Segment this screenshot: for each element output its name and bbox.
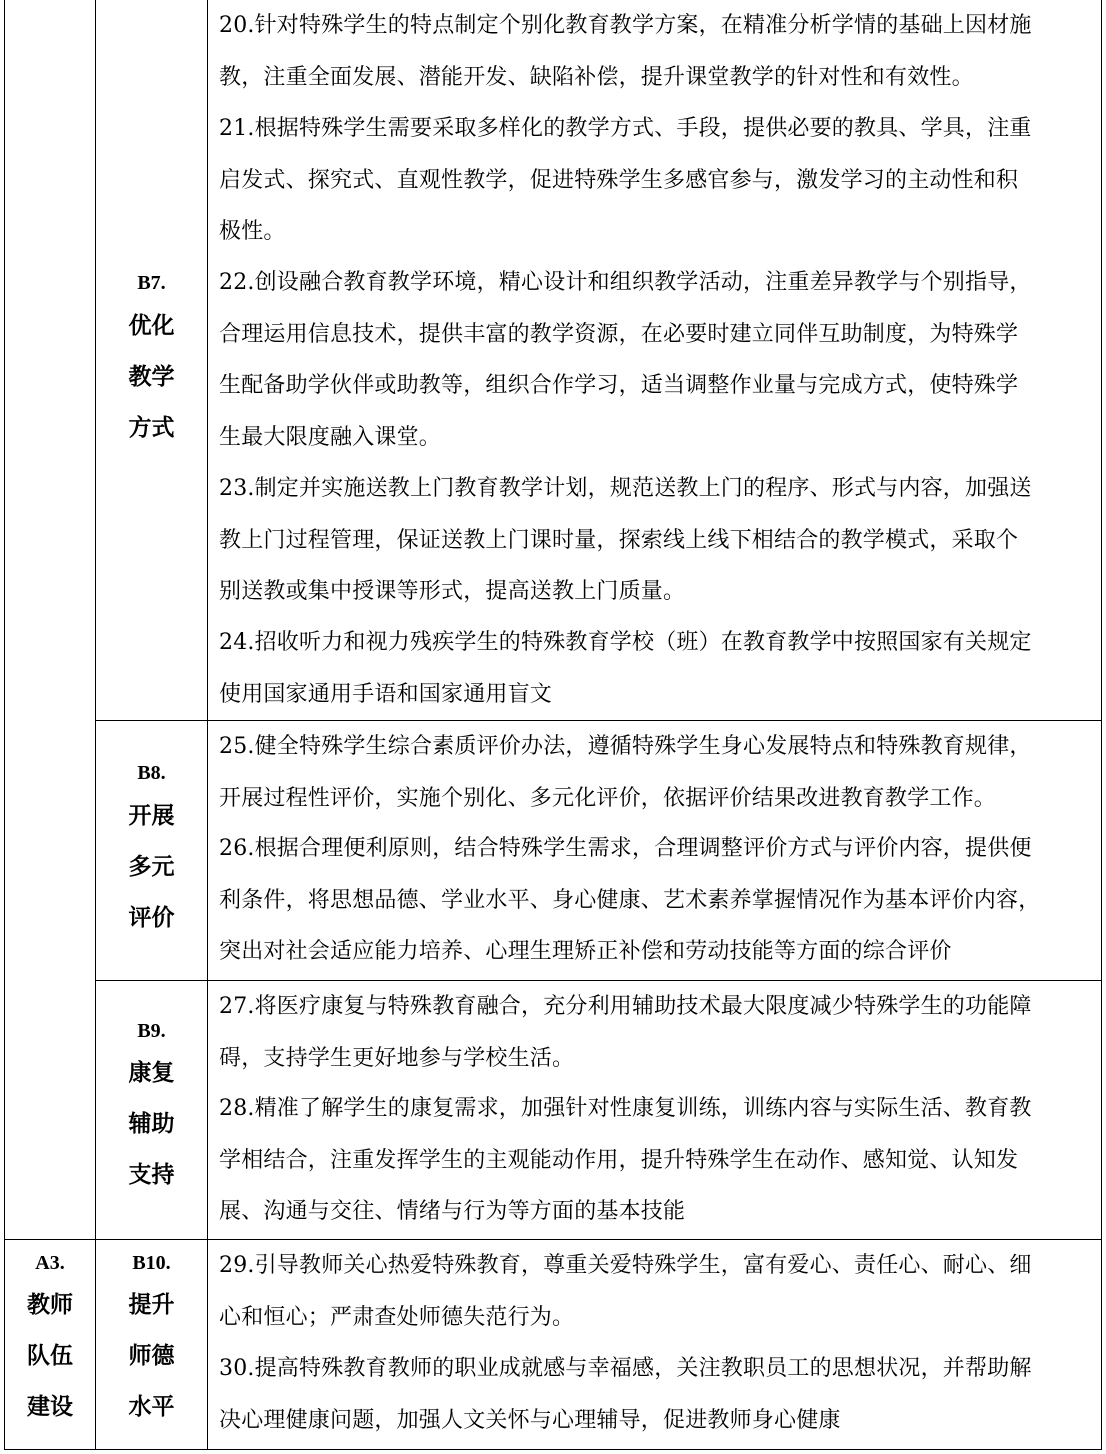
a3-title-line-3: 建设	[27, 1394, 73, 1420]
column-divider-b	[207, 0, 208, 1450]
table-right-border	[1101, 0, 1102, 1450]
item-27-line-1: 27.将医疗康复与特殊教育融合，充分利用辅助技术最大限度减少特殊学生的功能障	[219, 994, 1032, 1019]
item-20-line-2: 教，注重全面发展、潜能开发、缺陷补偿，提升课堂教学的针对性和有效性。	[219, 64, 974, 90]
item-24	[219, 617, 1093, 720]
item-22	[219, 257, 1093, 463]
a3-title-line-1: 教师	[27, 1292, 73, 1318]
b10-code: B10.	[132, 1252, 171, 1274]
b8-code: B8.	[137, 762, 166, 784]
b7-title-line-3: 方式	[128, 415, 175, 441]
item-21-line-3: 极性。	[219, 219, 286, 244]
item-24-line-2: 使用国家通用手语和国家通用盲文	[219, 681, 553, 707]
b9-title-line-3: 支持	[128, 1162, 175, 1188]
item-24-line-1: 24.招收听力和视力残疾学生的特殊教育学校（班）在教育教学中按照国家有关规定	[219, 630, 1032, 655]
item-22-line-1: 22.创设融合教育教学环境，精心设计和组织教学活动，注重差异教学与个别指导，	[219, 270, 1032, 295]
item-28-line-3: 展、沟通与交往、情绪与行为等方面的基本技能	[219, 1199, 686, 1224]
item-27	[219, 981, 1093, 1084]
item-27-line-2: 碍，支持学生更好地参与学校生活。	[219, 1045, 575, 1071]
b9-title-line-1: 康复	[128, 1060, 175, 1086]
item-20	[219, 0, 1093, 103]
item-25	[219, 721, 1093, 824]
b7-code: B7.	[137, 272, 166, 294]
b10-title-line-1: 提升	[128, 1292, 175, 1318]
b7-title-line-2: 教学	[128, 364, 175, 390]
item-23	[219, 463, 1093, 618]
item-20-line-1: 20.针对特殊学生的特点制定个别化教育教学方案，在精准分析学情的基础上因材施	[219, 13, 1032, 38]
column-divider-a	[95, 0, 96, 1450]
item-23-line-3: 别送教或集中授课等形式，提高送教上门质量。	[219, 579, 686, 604]
item-29-line-2: 心和恒心；严肃查处师德失范行为。	[219, 1304, 575, 1330]
b10-title-line-2: 师德	[128, 1343, 175, 1369]
item-22-line-2: 合理运用信息技术，提供丰富的教学资源，在必要时建立同伴互助制度，为特殊学	[219, 321, 1019, 347]
item-29	[219, 1240, 1093, 1343]
a3-code: A3.	[35, 1252, 65, 1274]
item-28-line-1: 28.精准了解学生的康复需求，加强针对性康复训练，训练内容与实际生活、教育教	[219, 1096, 1032, 1121]
b10-title-line-3: 水平	[128, 1394, 175, 1420]
item-25-line-1: 25.健全特殊学生综合素质评价办法，遵循特殊学生身心发展特点和特殊教育规律，	[219, 734, 1032, 759]
item-30	[219, 1343, 1093, 1446]
b9-title-line-2: 辅助	[128, 1111, 175, 1137]
item-22-line-3: 生配备助学伙伴或助教等，组织合作学习，适当调整作业量与完成方式，使特殊学	[219, 373, 1019, 398]
item-29-line-1: 29.引导教师关心热爱特殊教育，尊重关爱特殊学生，富有爱心、责任心、耐心、细	[219, 1253, 1032, 1278]
b8-title-line-3: 评价	[128, 905, 175, 931]
a3-title-line-2: 队伍	[27, 1343, 73, 1369]
b8-title-line-1: 开展	[128, 803, 175, 829]
b8-title-line-2: 多元	[128, 854, 175, 880]
item-21	[219, 103, 1093, 258]
b9-code: B9.	[137, 1020, 166, 1042]
item-26	[219, 823, 1093, 978]
item-26-line-2: 利条件，将思想品德、学业水平、身心健康、艺术素养掌握情况作为基本评价内容，	[219, 887, 1041, 913]
item-21-line-1: 21.根据特殊学生需要采取多样化的教学方式、手段，提供必要的教具、学具，注重	[219, 116, 1032, 141]
item-28	[219, 1083, 1093, 1238]
item-23-line-2: 教上门过程管理，保证送教上门课时量，探索线上线下相结合的教学模式，采取个	[219, 527, 1019, 553]
item-26-line-3: 突出对社会适应能力培养、心理生理矫正补偿和劳动技能等方面的综合评价	[219, 939, 952, 964]
table-left-border	[4, 0, 5, 1450]
item-30-line-1: 30.提高特殊教育教师的职业成就感与幸福感，关注教职员工的思想状况，并帮助解	[219, 1356, 1032, 1381]
item-23-line-1: 23.制定并实施送教上门教育教学计划，规范送教上门的程序、形式与内容，加强送	[219, 476, 1032, 501]
item-30-line-2: 决心理健康问题，加强人文关怀与心理辅导，促进教师身心健康	[219, 1407, 841, 1433]
item-28-line-2: 学相结合，注重发挥学生的主观能动作用，提升特殊学生在动作、感知觉、认知发	[219, 1147, 1019, 1173]
item-22-line-4: 生最大限度融入课堂。	[219, 424, 442, 450]
item-26-line-1: 26.根据合理便利原则，结合特殊学生需求，合理调整评价方式与评价内容，提供便	[219, 836, 1032, 861]
table-bottom-border	[4, 1449, 1102, 1450]
item-25-line-2: 开展过程性评价，实施个别化、多元化评价，依据评价结果改进教育教学工作。	[219, 785, 997, 811]
b7-title-line-1: 优化	[128, 313, 175, 339]
item-21-line-2: 启发式、探究式、直观性教学，促进特殊学生多感官参与，激发学习的主动性和积	[219, 167, 1019, 193]
